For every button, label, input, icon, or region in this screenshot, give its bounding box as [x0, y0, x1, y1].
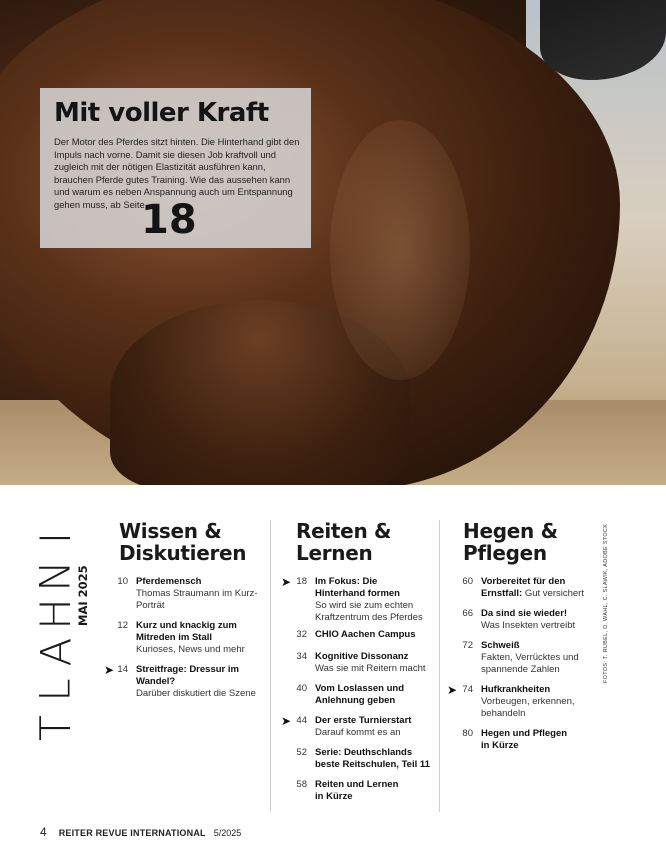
- entry-text: [315, 747, 433, 771]
- toc-entry[interactable]: [447, 576, 589, 600]
- contents-letter: A: [30, 637, 80, 667]
- entry-subtitle: Kurioses, News und mehr: [136, 644, 245, 655]
- toc-entry[interactable]: [281, 629, 415, 641]
- entry-text: [315, 629, 415, 641]
- section-title: [296, 520, 436, 564]
- feature-teaser: [40, 88, 311, 248]
- section-hegen: [463, 520, 603, 564]
- section-title: [119, 520, 269, 564]
- section-title: [463, 520, 603, 564]
- toc-entry[interactable]: [447, 728, 577, 752]
- entry-subtitle: Was sie mit Reitern macht: [315, 663, 426, 674]
- entry-page: 72: [462, 640, 473, 651]
- entry-title: Hegen und Pflegen in Kürze: [481, 728, 568, 751]
- section-title-line: Reiten &: [296, 519, 392, 543]
- entry-title: Vorbereitet für den Ernstfall:: [481, 576, 566, 599]
- contents-letter: L: [31, 678, 80, 702]
- entry-text: [315, 576, 439, 624]
- section-title-line: Lernen: [296, 541, 373, 565]
- entry-subtitle: Darauf kommt es an: [315, 727, 401, 738]
- entry-page: 10: [117, 576, 128, 587]
- entry-text: [136, 664, 264, 700]
- contents-heading: [30, 520, 80, 746]
- feature-title: Mit voller Kraft: [54, 98, 269, 128]
- entry-title: CHIO Aachen Campus: [315, 629, 416, 640]
- entry-title: Der erste Turnierstart: [315, 715, 412, 726]
- entry-title: Da sind sie wieder!: [481, 608, 568, 619]
- entry-subtitle: Thomas Straumann im Kurz-Porträt: [136, 588, 258, 611]
- entry-title: Im Fokus: Die Hinterhand formen: [315, 576, 400, 599]
- section-wissen: [119, 520, 269, 564]
- highlight-arrow-icon: ➤: [281, 714, 292, 728]
- column-divider: [439, 520, 440, 812]
- muscle-highlight: [330, 120, 470, 380]
- column-divider: [270, 520, 271, 812]
- section-title-line: Wissen &: [119, 519, 222, 543]
- page-number: 4: [40, 825, 47, 839]
- entry-subtitle: Was Insekten vertreibt: [481, 620, 576, 631]
- feature-page-number[interactable]: 18: [141, 197, 197, 243]
- section-title-line: Hegen &: [463, 519, 558, 543]
- entry-title: Pferdemensch: [136, 576, 202, 587]
- entry-title: Kognitive Dissonanz: [315, 651, 409, 662]
- contents-letter: N: [30, 560, 80, 592]
- entry-page: 52: [296, 747, 307, 758]
- entry-text: [315, 683, 415, 707]
- entry-subtitle: So wird sie zum echten Kraftzentrum des Pferdes: [315, 600, 423, 623]
- entry-title: Vom Loslassen und Anlehnung geben: [315, 683, 405, 706]
- entry-page: 18: [296, 576, 307, 587]
- entry-subtitle: Vorbeugen, erkennen, behandeln: [481, 696, 575, 719]
- entry-title: Kurz und knackig zum Mitreden im Stall: [136, 620, 237, 643]
- entry-page: 66: [462, 608, 473, 619]
- toc-entry[interactable]: [281, 779, 405, 803]
- toc-entry[interactable]: [281, 715, 411, 739]
- entry-title: Schweiß: [481, 640, 520, 651]
- entry-subtitle: Fakten, Verrücktes und spannende Zahlen: [481, 652, 579, 675]
- issue-date: MAI 2025: [76, 565, 90, 626]
- entry-page: 32: [296, 629, 307, 640]
- contents-letter: I: [30, 531, 80, 545]
- toc-entry[interactable]: [281, 576, 439, 624]
- section-reiten: [296, 520, 436, 564]
- entry-page: 44: [296, 715, 307, 726]
- photo-credits: FOTOS: T. RUBEL, D. WAHL, C. SLAWIK, ADOBE STOCK: [603, 523, 609, 683]
- toc-entry[interactable]: [281, 683, 415, 707]
- highlight-arrow-icon: ➤: [104, 663, 115, 677]
- entry-text: [315, 779, 405, 803]
- entry-text: [481, 728, 577, 752]
- page-footer: [40, 825, 241, 839]
- toc-entry[interactable]: [447, 684, 581, 720]
- entry-subtitle: Gut versichert: [524, 588, 584, 599]
- highlight-arrow-icon: ➤: [281, 575, 292, 589]
- entry-title: Streitfrage: Dressur im Wandel?: [136, 664, 239, 687]
- entry-title: Reiten und Lernen in Kürze: [315, 779, 399, 802]
- highlight-arrow-icon: ➤: [447, 683, 458, 697]
- toc-entry[interactable]: [104, 663, 264, 700]
- entry-page: 14: [117, 664, 128, 675]
- entry-page: 80: [462, 728, 473, 739]
- entry-text: [315, 715, 411, 739]
- entry-page: 58: [296, 779, 307, 790]
- footer-issue: 5/2025: [213, 828, 242, 838]
- entry-title: Hufkrankheiten: [481, 684, 551, 695]
- entry-title: Serie: Deuthschlands beste Reitschulen, Teil 11: [315, 747, 430, 770]
- toc-entry[interactable]: [447, 608, 575, 632]
- entry-subtitle: Darüber diskutiert die Szene: [136, 688, 256, 699]
- entry-text: [315, 651, 426, 675]
- feature-text: Der Motor des Pferdes sitzt hinten. Die Hinterhand gibt den Impuls nach vorne. Damit sie diesen Job kraftvoll und zugleich mit der nötigen Elastizität ausführen kann, brauchen Pferde gutes Training. Wie das aussehen kann und warum es neben Anspannung auch um Entspannung gehen muss, ab Seite: [54, 136, 300, 210]
- entry-page: 12: [117, 620, 128, 631]
- toc-entry[interactable]: [281, 747, 433, 771]
- entry-text: [136, 576, 264, 612]
- entry-page: 34: [296, 651, 307, 662]
- contents-letter: H: [31, 598, 80, 630]
- toc-entry[interactable]: [281, 651, 426, 675]
- entry-text: [136, 620, 264, 656]
- contents-label: [30, 520, 104, 750]
- contents-letter: T: [31, 715, 80, 741]
- toc-entry[interactable]: [110, 620, 264, 656]
- entry-page: 60: [462, 576, 473, 587]
- section-title-line: Pflegen: [463, 541, 547, 565]
- entry-text: [481, 576, 589, 600]
- section-title-line: Diskutieren: [119, 541, 247, 565]
- entry-text: [481, 684, 581, 720]
- magazine-name: REITER REVUE INTERNATIONAL: [58, 828, 206, 838]
- entry-page: 40: [296, 683, 307, 694]
- entry-text: [481, 608, 575, 632]
- toc-entry[interactable]: [447, 640, 589, 676]
- entry-text: [481, 640, 589, 676]
- entry-page: 74: [462, 684, 473, 695]
- toc-entry[interactable]: [110, 576, 264, 612]
